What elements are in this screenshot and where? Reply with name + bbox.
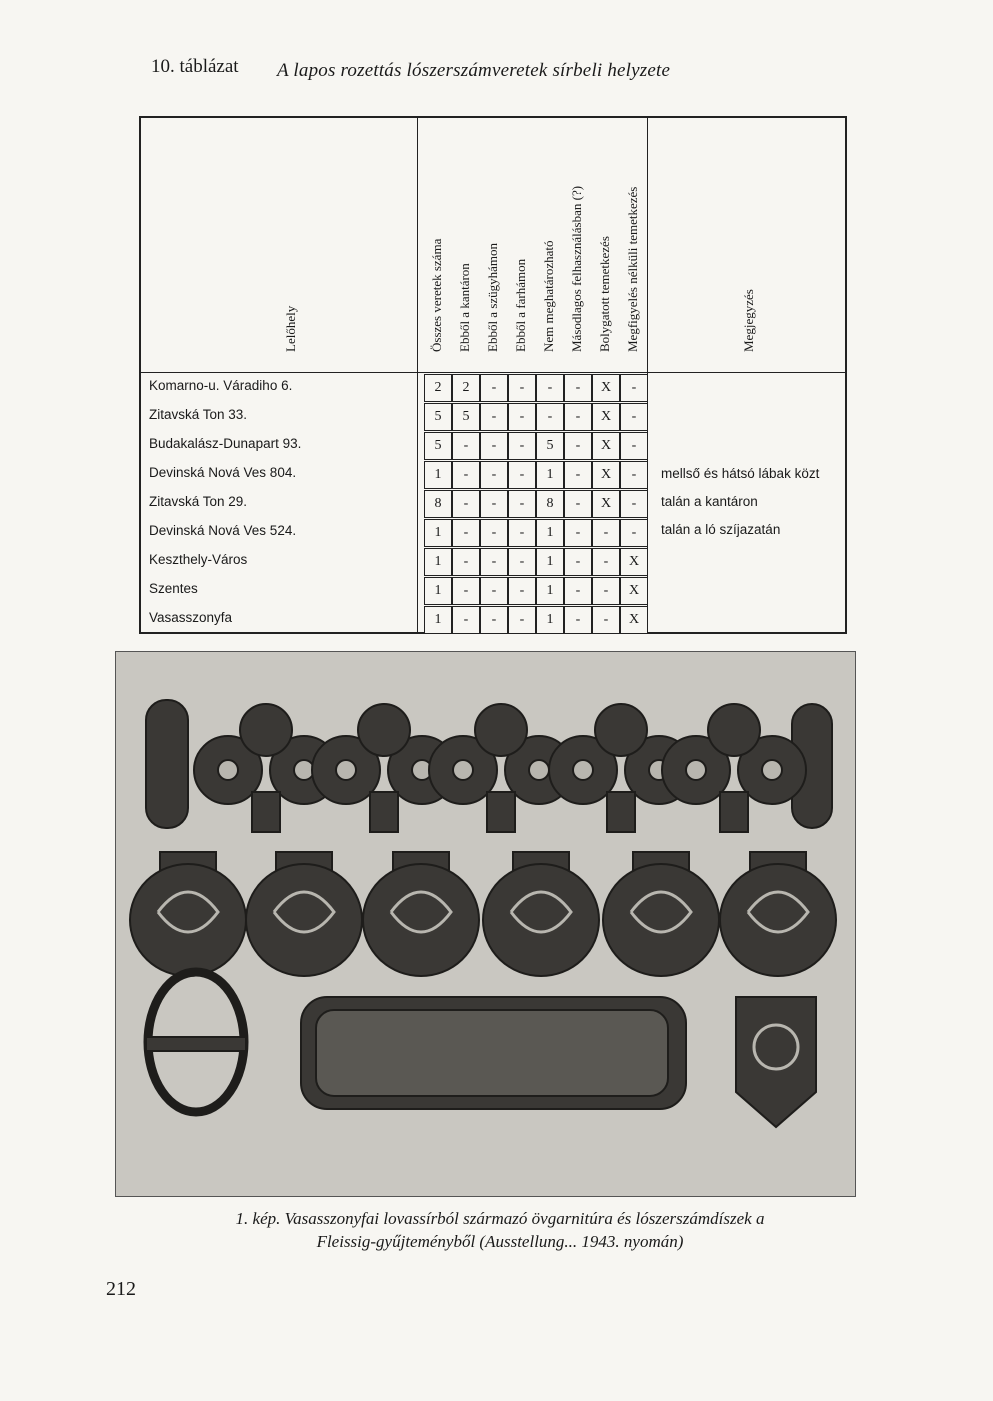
caption-line: Fleissig-gyűjteményből (Ausstellung... 1943. nyomán) [316, 1232, 684, 1251]
table-cell: - [536, 374, 564, 402]
table-cell: - [452, 432, 480, 460]
table-cell: 8 [536, 490, 564, 518]
table-cell: - [480, 577, 508, 605]
table-cell: - [620, 432, 648, 460]
table-cell: - [564, 548, 592, 576]
artifact-illustration [116, 652, 855, 1196]
rosette-mount [573, 760, 593, 780]
table-cell: - [508, 490, 536, 518]
remark-text: talán a kantáron [661, 494, 758, 509]
location-name: Keszthely-Város [149, 552, 248, 567]
table-cell: - [480, 461, 508, 489]
rosette-mount [529, 760, 549, 780]
rosette-mount [487, 792, 515, 832]
column-header-location: Lelőhely [283, 305, 298, 352]
rosette-mount [762, 760, 782, 780]
table-cell: 1 [536, 606, 564, 634]
artifact-photograph [115, 651, 856, 1197]
table-cell: - [592, 606, 620, 634]
location-name: Devinská Nová Ves 524. [149, 523, 297, 538]
page-header [151, 56, 871, 86]
rosette-mount [475, 704, 527, 756]
table-cell: X [592, 461, 620, 489]
table-cell: 1 [424, 577, 452, 605]
location-name: Zitavská Ton 33. [149, 407, 248, 422]
table-cell: - [564, 606, 592, 634]
column-header-remarks: Megjegyzés [741, 289, 756, 352]
table-cell: 1 [536, 519, 564, 547]
location-name: Vasasszonyfa [149, 610, 233, 625]
table-cell: 1 [536, 577, 564, 605]
shield-mount [483, 864, 599, 976]
table-cell: - [452, 461, 480, 489]
table-cell: - [452, 606, 480, 634]
location-name: Devinská Nová Ves 804. [149, 465, 297, 480]
rosette-mount [252, 792, 280, 832]
table-cell: 1 [424, 519, 452, 547]
table-cell: - [480, 490, 508, 518]
table-cell: - [564, 432, 592, 460]
rosette-mount [218, 760, 238, 780]
table-cell: - [508, 577, 536, 605]
location-name: Budakalász-Dunapart 93. [149, 436, 302, 451]
table-cell: - [564, 519, 592, 547]
table-cell: X [592, 432, 620, 460]
caption-line: 1. kép. Vasasszonyfai lovassírból származó övgarnitúra és lószerszámdíszek a [235, 1209, 765, 1228]
table-cell: X [620, 606, 648, 634]
rosette-mount [453, 760, 473, 780]
location-name: Szentes [149, 581, 198, 596]
table-cell: - [480, 606, 508, 634]
shield-mount [246, 864, 362, 976]
table-cell: - [480, 403, 508, 431]
table-cell: 1 [424, 548, 452, 576]
rosette-mount [358, 704, 410, 756]
column-header-undetermined: Nem meghatározható [541, 240, 556, 352]
table-cell: - [620, 490, 648, 518]
table-number: 10. táblázat [151, 56, 239, 77]
pendant-mount [736, 997, 816, 1127]
rosette-mount [607, 792, 635, 832]
table-cell: - [508, 374, 536, 402]
page-number: 212 [106, 1278, 136, 1300]
remark-text: mellső és hátsó lábak közt [661, 466, 820, 481]
shield-mount [603, 864, 719, 976]
table-cell: - [452, 519, 480, 547]
table-cell: - [592, 577, 620, 605]
table-cell: - [564, 403, 592, 431]
table-cell: 8 [424, 490, 452, 518]
table-cell: 2 [424, 374, 452, 402]
table-cell: - [452, 577, 480, 605]
column-header-total: Összes veretek száma [429, 238, 444, 352]
column-header-breastplate: Ebből a szügyhámon [485, 242, 500, 352]
table-cell: - [508, 403, 536, 431]
table-cell: 1 [424, 606, 452, 634]
location-name: Zitavská Ton 29. [149, 494, 248, 509]
belt-buckle [146, 1037, 246, 1051]
rosette-mount [686, 760, 706, 780]
table-cell: - [480, 432, 508, 460]
table-cell: - [508, 606, 536, 634]
rosette-mount [336, 760, 356, 780]
table-cell: 5 [536, 432, 564, 460]
table-cell: - [620, 403, 648, 431]
table-cell: X [620, 577, 648, 605]
table-cell: 5 [424, 432, 452, 460]
table-cell: 1 [536, 548, 564, 576]
rosette-mount [595, 704, 647, 756]
rosette-mount [720, 792, 748, 832]
belt-plate [316, 1010, 668, 1096]
table-cell: 1 [536, 461, 564, 489]
location-name: Komarno-u. Váradiho 6. [149, 378, 293, 393]
table-cell: - [508, 461, 536, 489]
table-cell: 1 [424, 461, 452, 489]
table-cell: X [592, 490, 620, 518]
table-cell: - [592, 519, 620, 547]
table-cell: - [480, 374, 508, 402]
strap-end-left [146, 700, 188, 828]
rosette-mount [708, 704, 760, 756]
table-cell: - [564, 374, 592, 402]
rosette-mount [370, 792, 398, 832]
table-cell: - [564, 461, 592, 489]
shield-mount [130, 864, 246, 976]
table-cell: - [508, 519, 536, 547]
rosette-mount [240, 704, 292, 756]
table-cell: - [452, 490, 480, 518]
table-cell: X [620, 548, 648, 576]
table-cell: - [620, 461, 648, 489]
column-header-secondary-use: Másodlagos felhasználásban (?) [569, 185, 584, 352]
table-cell: - [536, 403, 564, 431]
table-cell: - [592, 548, 620, 576]
table-cell: 5 [424, 403, 452, 431]
column-header-crupper: Ebből a farhámon [513, 258, 528, 352]
table-cell: - [508, 548, 536, 576]
table-cell: 5 [452, 403, 480, 431]
table-cell: - [508, 432, 536, 460]
column-header-unobserved-burial: Megfigyelés nélküli temetkezés [625, 186, 640, 352]
placement-table [139, 116, 847, 634]
table-cell: - [564, 490, 592, 518]
remark-text: talán a ló szíjazatán [661, 522, 781, 537]
column-header-disturbed-burial: Bolygatott temetkezés [597, 236, 612, 352]
table-cell: 2 [452, 374, 480, 402]
table-divider [417, 118, 418, 632]
figure-caption [150, 1207, 850, 1253]
shield-mount [720, 864, 836, 976]
table-cell: - [564, 577, 592, 605]
table-cell: - [480, 548, 508, 576]
table-cell: X [592, 403, 620, 431]
table-cell: - [480, 519, 508, 547]
table-cell: - [620, 374, 648, 402]
table-cell: - [620, 519, 648, 547]
column-header-bridle: Ebből a kantáron [457, 263, 472, 352]
table-cell: - [452, 548, 480, 576]
table-title: A lapos rozettás lószerszámveretek sírbeli helyzete [277, 60, 671, 81]
table-cell: X [592, 374, 620, 402]
shield-mount [363, 864, 479, 976]
